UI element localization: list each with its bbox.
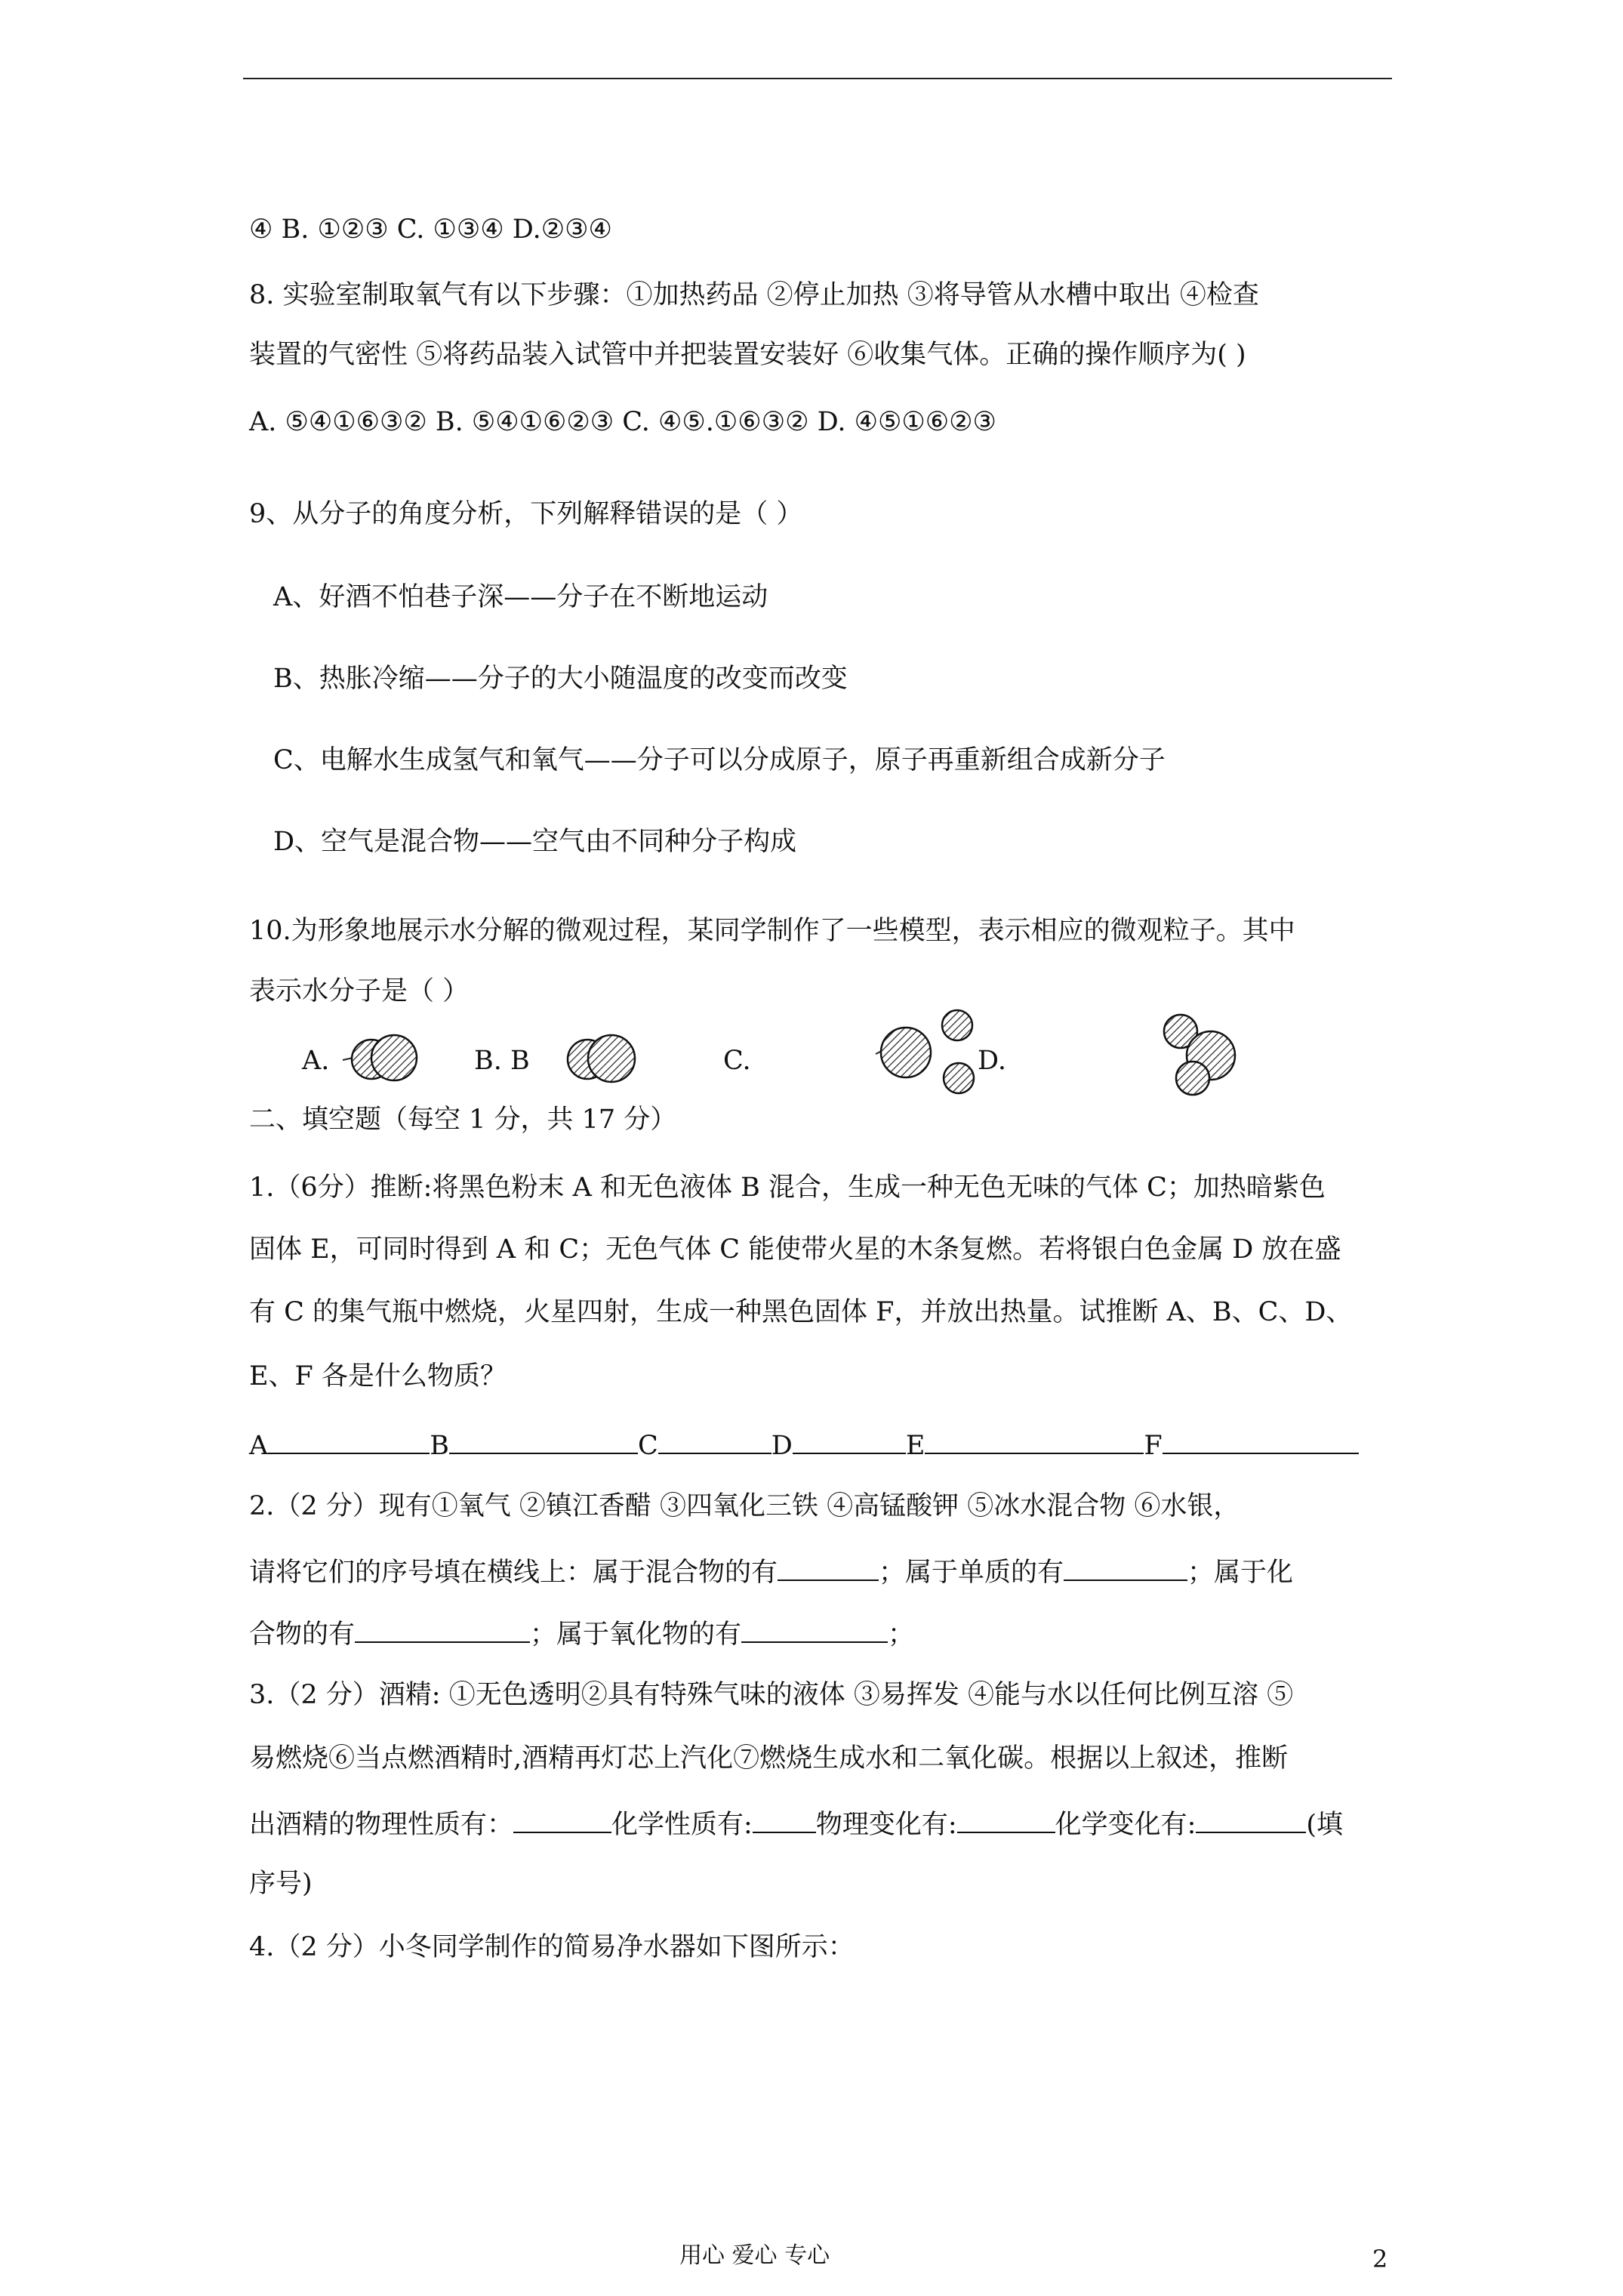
q9-option-a: A、好酒不怕巷子深——分子在不断地运动 (273, 582, 768, 612)
header-rule (243, 78, 1392, 79)
fill-1-line-2: 固体 E，可同时得到 A 和 C；无色气体 C 能使带火星的木条复燃。若将银白色金属 D 放在盛 (249, 1234, 1341, 1265)
blank-chemical-changes[interactable] (1196, 1804, 1306, 1833)
fill-2-text-4: 合物的有 (249, 1620, 356, 1650)
blank-elements[interactable] (1064, 1552, 1187, 1581)
fill-2-text-6: ； (888, 1620, 915, 1650)
molecule-model-d (1155, 1006, 1253, 1104)
molecule-model-b (556, 1024, 646, 1092)
fill-2-text-2: ；属于单质的有 (879, 1558, 1064, 1588)
q9-option-c: C、电解水生成氢气和氧气——分子可以分成原子，原子再重新组合成新分子 (273, 745, 1166, 775)
blank-e[interactable] (925, 1425, 1144, 1454)
blank-physical-properties[interactable] (513, 1804, 611, 1833)
blank-oxides[interactable] (741, 1614, 888, 1643)
blank-d[interactable] (793, 1425, 906, 1454)
q7-options-tail: ④ B. ①②③ C. ①③④ D.②③④ (249, 214, 612, 245)
fill-2-line-3 (249, 1614, 914, 1652)
blank-e-label: E (905, 1431, 925, 1461)
blank-d-label: D (771, 1431, 793, 1461)
fill-3-line-3 (249, 1804, 1343, 1842)
blank-f-label: F (1144, 1431, 1163, 1461)
q10-option-a-label: A. (302, 1046, 330, 1076)
fill-1-answer-blanks (249, 1425, 1359, 1463)
fill-3-text-4: 化学变化有: (1055, 1810, 1196, 1840)
blank-physical-changes[interactable] (957, 1804, 1055, 1833)
q9-option-b: B、热胀冷缩——分子的大小随温度的改变而改变 (273, 664, 848, 694)
blank-f[interactable] (1163, 1425, 1359, 1454)
blank-a[interactable] (268, 1425, 430, 1454)
blank-compounds[interactable] (355, 1614, 530, 1643)
footer-motto: 用心 爱心 专心 (679, 2242, 830, 2269)
fill-1-line-4: E、F 各是什么物质？ (249, 1361, 507, 1391)
fill-2-line-1: 2.（2 分）现有①氧气 ②镇江香醋 ③四氧化三铁 ④高锰酸钾 ⑤冰水混合物 ⑥水银， (249, 1491, 1240, 1521)
blank-c[interactable] (658, 1425, 771, 1454)
blank-c-label: C (638, 1431, 658, 1461)
blank-a-label: A (249, 1431, 269, 1461)
q8-stem-2: 装置的气密性 ⑤将药品装入试管中并把装置安装好 ⑥收集气体。正确的操作顺序为( ) (249, 340, 1246, 370)
q8-stem-1: 8. 实验室制取氧气有以下步骤：①加热药品 ②停止加热 ③将导管从水槽中取出 ④检查 (249, 280, 1259, 310)
q10-stem-2: 表示水分子是（ ） (249, 976, 470, 1006)
fill-2-text-5: ；属于氧化物的有 (530, 1620, 742, 1650)
page-number: 2 (1372, 2245, 1388, 2273)
fill-1-line-3: 有 C 的集气瓶中燃烧，火星四射，生成一种黑色固体 F，并放出热量。试推断 A、B、C、D、 (249, 1297, 1353, 1327)
section-2-title: 二、填空题（每空 1 分，共 17 分） (249, 1105, 677, 1135)
q8-options: A. ⑤④①⑥③② B. ⑤④①⑥②③ C. ④⑤.①⑥③② D. ④⑤①⑥②③ (249, 407, 996, 437)
q10-stem-1: 10.为形象地展示水分解的微观过程，某同学制作了一些模型，表示相应的微观粒子。其中 (249, 916, 1295, 946)
q10-option-d-label: D. (978, 1046, 1006, 1076)
fill-2-line-2 (249, 1552, 1293, 1590)
blank-b[interactable] (449, 1425, 638, 1454)
blank-b-label: B (430, 1431, 450, 1461)
fill-3-line-1: 3.（2 分）酒精: ①无色透明②具有特殊气味的液体 ③易挥发 ④能与水以任何比例互溶 ⑤ (249, 1680, 1294, 1710)
fill-2-text-1: 请将它们的序号填在横线上：属于混合物的有 (249, 1558, 778, 1588)
q9-option-d: D、空气是混合物——空气由不同种分子构成 (273, 827, 797, 857)
fill-3-text-1: 出酒精的物理性质有： (249, 1810, 514, 1840)
fill-1-line-1: 1.（6分）推断:将黑色粉末 A 和无色液体 B 混合，生成一种无色无味的气体 C；加热暗紫色 (249, 1173, 1326, 1203)
molecule-model-c (868, 1004, 981, 1102)
fill-4-stem: 4.（2 分）小冬同学制作的简易净水器如下图所示： (249, 1932, 855, 1962)
fill-3-text-5: (填 (1306, 1810, 1344, 1840)
fill-3-line-2: 易燃烧⑥当点燃酒精时,酒精再灯芯上汽化⑦燃烧生成水和二氧化碳。根据以上叙述，推断 (249, 1743, 1289, 1774)
fill-3-text-2: 化学性质有: (611, 1810, 753, 1840)
q9-stem: 9、从分子的角度分析，下列解释错误的是（ ） (249, 499, 803, 529)
q10-option-c-label: C. (723, 1046, 751, 1076)
fill-3-line-4: 序号) (249, 1869, 313, 1899)
blank-mixtures[interactable] (778, 1552, 879, 1581)
q10-option-b-label: B. B (474, 1046, 530, 1076)
molecule-model-a (337, 1024, 427, 1092)
fill-3-text-3: 物理变化有: (815, 1810, 957, 1840)
fill-2-text-3: ；属于化 (1187, 1558, 1294, 1588)
blank-chemical-properties[interactable] (753, 1804, 816, 1833)
